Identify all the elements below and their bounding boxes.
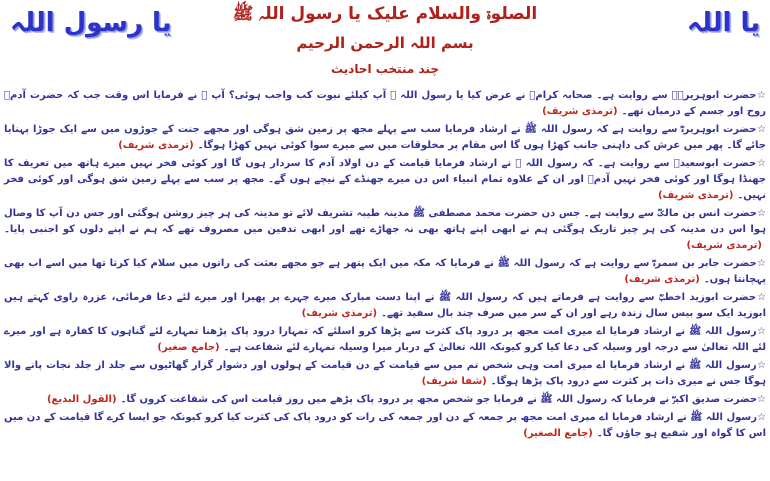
hadith-reference: (ترمذی شریف) [542, 106, 618, 117]
hadith-item [4, 324, 766, 356]
hadith-item [4, 206, 766, 254]
hadith-item [4, 88, 766, 120]
ya-allah-heading: یا اللہ [686, 8, 760, 38]
hadith-list [4, 88, 766, 444]
hadith-item [4, 256, 766, 288]
hadith-reference: (ترمذی شریف) [657, 190, 734, 201]
hadith-text: ☆حضرت صدیق اکبرؓ نے فرمایا کہ رسول اللہ ﷺ نے فرمایا جو شخص مجھ پر درود پاک پڑھے میں روز قیامت اس کی شفاعت کروں گا۔ [120, 394, 766, 405]
hadith-reference: (جامع الصغیر) [523, 428, 593, 439]
hadith-item [4, 358, 766, 390]
hadith-reference: (ترمذی شریف) [686, 240, 762, 251]
hadith-text: ☆رسول اللہ ﷺ نے ارشاد فرمایا اے میری امت وہی شخص تم میں سے قیامت کے دن قیامت کے ہولوں اور دشوار گزار گھاٹیوں سے جلد از جلد نجات پانے والا ہوگا جس نے میری ذات پر کثرت سے درود پاک پڑھا ہوگا۔ [4, 360, 766, 387]
hadith-item [4, 290, 766, 322]
hadith-text: ☆حضرت ابوزید اخطبؓ سے روایت ہے فرماتے ہیں کہ رسول اللہ ﷺ نے اپنا دست مبارک میرے چہرے پر پھیرا اور میرے لئے دعا فرمائی، عزرہ راوی کہتے ہیں ابوزید ایک سو بیس سال زندہ رہے اور ان کے سر میں صرف چند بال سفید تھے۔ [4, 292, 766, 319]
hadith-item [4, 122, 766, 154]
hadith-item [4, 392, 766, 408]
hadith-reference: (ترمذی شریف) [624, 274, 700, 285]
salutation-heading: الصلوۃ والسلام علیک یا رسول اللہ ﷺ [232, 4, 538, 24]
hadith-text: ☆حضرت ابوہریرہؓ سے روایت ہے۔ صحابہ کرامؓ نے عرض کیا یا رسول اللہ ﷺ آپ کیلئے نبوت کب واجب ہوئی؟ آپ ﷺ نے فرمایا اس وقت جب کہ حضرت آدمؑ روح اور جسم کے درمیان تھے۔ [4, 90, 766, 117]
hadith-item [4, 410, 766, 442]
hadith-text: ☆رسول اللہ ﷺ نے ارشاد فرمایا اے میری امت مجھ پر جمعہ کے دن اور جمعہ کی رات کو درود پاک کی کثرت کیا کرو کیونکہ جو ایسا کرے گا قیامت کے دن میں اس کا گواہ اور شفیع ہو جاؤں گا۔ [4, 412, 766, 439]
hadith-text: ☆رسول اللہ ﷺ نے ارشاد فرمایا اے میری امت مجھ پر درود پاک کثرت سے پڑھا کرو اسلئے کہ تمہارا درود پاک پڑھنا تمہارے لئے گناہوں کا کفارہ ہے اور میرے لئے اللہ تعالیٰ سے درجہ اور وسیلہ کی دعا کیا کرو کیونکہ اللہ تعالیٰ کے دربار میرا وسیلہ تمہارے لئے شفاعت ہے۔ [4, 326, 766, 353]
hadith-reference: (القول البدیع) [46, 394, 117, 405]
hadith-reference: (شفا شریف) [421, 376, 487, 387]
hadith-text: ☆حضرت ابوسعیدؓ سے روایت ہے۔ کہ رسول اللہ ﷺ نے ارشاد فرمایا قیامت کے دن اولاد آدم کا سردار ہوں گا اور کوئی فخر نہیں میرے ہاتھ میں تعریف کا جھنڈا ہوگا اور کوئی فخر نہیں آدمؑ اور ان کے علاوہ تمام انبیاء اس دن میرے جھنڈے کے نیچے ہوں گے۔ مجھ پر سب سے پہلے زمین شق ہوگی اور کوئی فخر نہیں۔ [4, 158, 766, 201]
hadith-item [4, 156, 766, 204]
hadith-text: ☆حضرت ابوہریرہؓ سے روایت ہے کہ رسول اللہ ﷺ نے ارشاد فرمایا سب سے پہلے مجھ پر زمین شق ہوگی اور مجھے جنت کے جوڑوں میں سے ایک جوڑا پہنایا جائے گا۔ پھر میں عرش کی داہنی جانب کھڑا ہوں گا اس مقام پر مخلوقات میں سے میرے سوا کوئی نہیں کھڑا ہوگا۔ [4, 124, 766, 151]
hadith-reference: (ترمذی شریف) [301, 308, 378, 319]
ya-rasool-allah-heading: یا رسول اللہ [10, 8, 172, 38]
hadith-reference: (جامع صغیر) [157, 342, 220, 353]
hadith-text: ☆حضرت انس بن مالکؓ سے روایت ہے۔ جس دن حضرت محمد مصطفی ﷺ مدینہ طیبہ تشریف لائے تو مدینہ کی ہر چیز روشن ہوگئی اور جس دن آپ کا وصال ہوا اس دن مدینہ کی ہر چیز تاریک ہوگئی ہم نے ابھی اپنے ہاتھ بھی نہ جھاڑے تھے اور ابھی تدفین میں مصروف تھے کہ ہم نے اپنے دلوں کو اجنبی پایا۔ [4, 208, 766, 235]
hadith-reference: (ترمذی شریف) [118, 140, 194, 151]
hadith-text: ☆حضرت جابر بن سمرہؓ سے روایت ہے کہ رسول اللہ ﷺ نے فرمایا کہ مکہ میں ایک پتھر ہے جو مجھے بعثت کی راتوں میں سلام کیا کرتا تھا میں اسے اب بھی پہچانتا ہوں۔ [4, 258, 766, 285]
bismillah-heading: بسم اللہ الرحمن الرحیم [296, 34, 474, 52]
page-subtitle: چند منتخب احادیث [330, 62, 440, 76]
